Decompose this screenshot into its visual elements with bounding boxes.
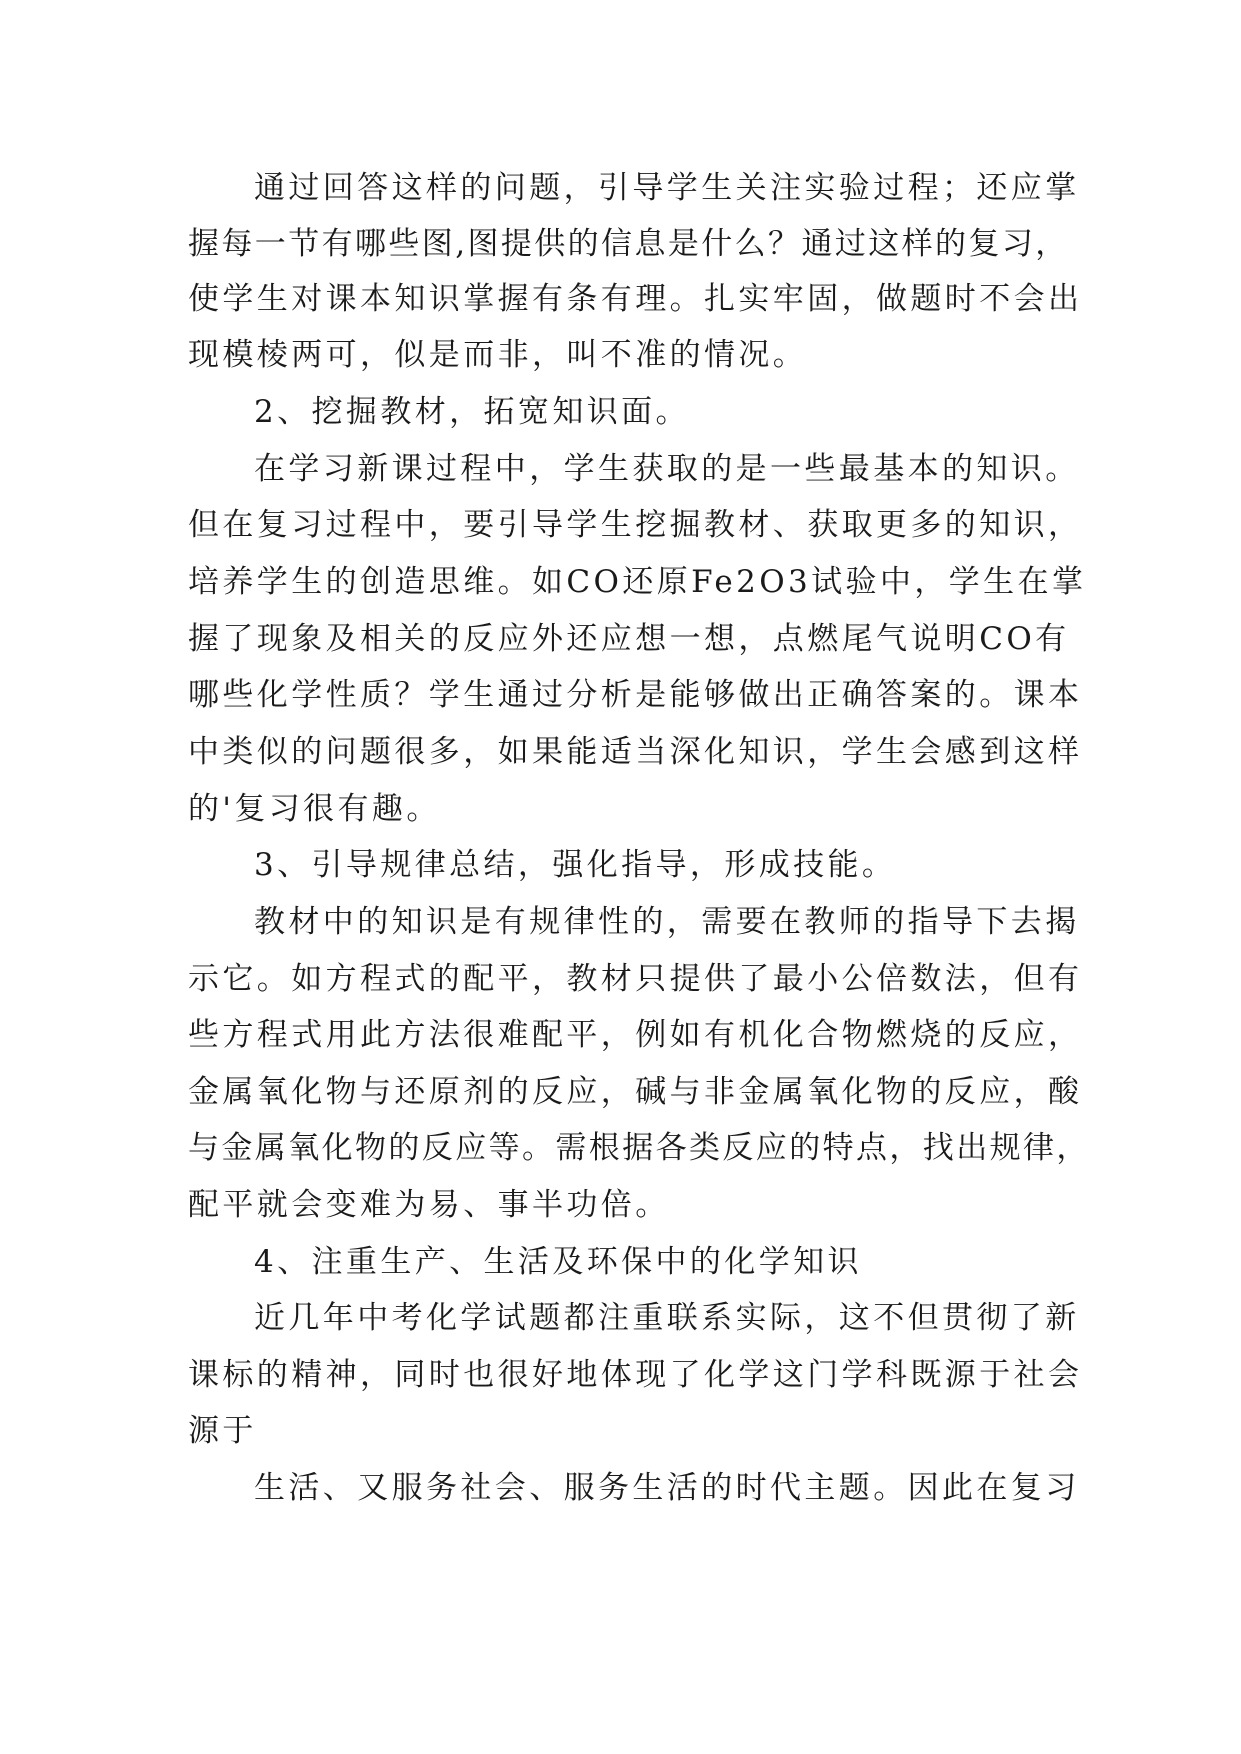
paragraph-line-20: 源于	[188, 1413, 257, 1449]
section-heading-3: 3、引导规律总结，强化指导，形成技能。	[254, 847, 897, 883]
paragraph-line-18: 近几年中考化学试题都注重联系实际，这不但贯彻了新	[254, 1300, 1080, 1336]
paragraph-line-1: 通过回答这样的问题，引导学生关注实验过程；还应掌	[254, 170, 1080, 206]
section-heading-2: 2、挖掘教材，拓宽知识面。	[254, 394, 690, 430]
paragraph-line-2: 握每一节有哪些图,图提供的信息是什么？通过这样的复习，	[188, 226, 1069, 262]
paragraph-line-9: 哪些化学性质？学生通过分析是能够做出正确答案的。课本	[188, 677, 1083, 713]
paragraph-line-14: 些方程式用此方法很难配平，例如有机化合物燃烧的反应，	[188, 1017, 1083, 1053]
paragraph-line-15: 金属氧化物与还原剂的反应，碱与非金属氧化物的反应，酸	[188, 1074, 1083, 1110]
paragraph-line-10: 中类似的问题很多，如果能适当深化知识，学生会感到这样	[188, 734, 1083, 770]
paragraph-line-11: 的'复习很有趣。	[188, 791, 441, 827]
paragraph-line-5: 在学习新课过程中，学生获取的是一些最基本的知识。	[254, 451, 1080, 487]
paragraph-line-12: 教材中的知识是有规律性的，需要在教师的指导下去揭	[254, 904, 1080, 940]
paragraph-line-3: 使学生对课本知识掌握有条有理。扎实牢固，做题时不会出	[188, 281, 1083, 317]
paragraph-line-7: 培养学生的创造思维。如CO还原Fe2O3试验中，学生在掌	[188, 564, 1087, 600]
paragraph-line-8: 握了现象及相关的反应外还应想一想，点燃尾气说明CO有	[188, 621, 1070, 657]
paragraph-line-17: 配平就会变难为易、事半功倍。	[188, 1187, 670, 1223]
paragraph-line-16: 与金属氧化物的反应等。需根据各类反应的特点，找出规律，	[188, 1130, 1090, 1166]
paragraph-line-19: 课标的精神，同时也很好地体现了化学这门学科既源于社会	[188, 1357, 1083, 1393]
paragraph-line-21: 生活、又服务社会、服务生活的时代主题。因此在复习	[254, 1470, 1080, 1506]
paragraph-line-13: 示它。如方程式的配平，教材只提供了最小公倍数法，但有	[188, 961, 1083, 997]
paragraph-line-4: 现模棱两可，似是而非，叫不准的情况。	[188, 337, 808, 373]
section-heading-4: 4、注重生产、生活及环保中的化学知识	[254, 1244, 862, 1280]
paragraph-line-6: 但在复习过程中，要引导学生挖掘教材、获取更多的知识，	[188, 507, 1083, 543]
